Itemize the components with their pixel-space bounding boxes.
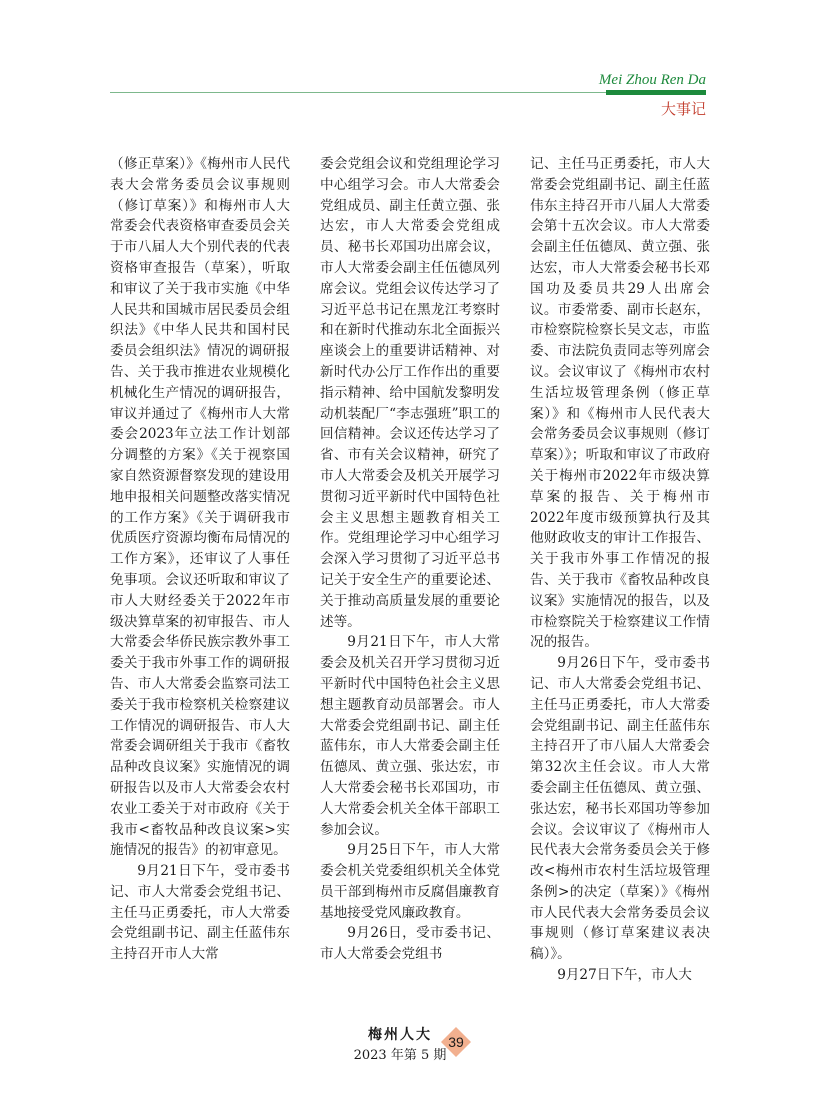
paragraph: （修正草案）》《梅州市人民代表大会常务委员会议事规则（修订草案）》和梅州市人大常委会代表资格审查委员会关于市八届人大个别代表的代表资格审查报告（草案），听取和审议了关于我市实施《中华人民共和国城市居民委员会组织法》《中华人民共和国村民委员会组织法》情况的调研报告、关于我市推进农业规模化机械化生产情况的调研报告，审议并通过了《梅州市人大常委会2023年立法工作计划部分调整的方案》《关于视察国家自然资源督察发现的建设用地申报相关问题整改落实情况的工作方案》《关于调研我市优质医疗资源均衡布局情况的工作方案》，还审议了人事任免事项。会议还听取和审议了市人大财经委关于2022年市级决算草案的初审报告、市人大常委会华侨民族宗教外事工委关于我市外事工作的调研报告、市人大常委会监察司法工委关于我市检察机关检察建议工作情况的调研报告、市人大常委会调研组关于我市《畜牧品种改良议案》实施情况的调研报告以及市人大常委会农村农业工委关于对市政府《关于我市<畜牧品种改良议案>实施情况的报告》的初审意见。 — [110, 156, 290, 859]
paragraph: 9月27日下午，市人大 — [557, 967, 692, 984]
section-title: 大事记 — [660, 100, 706, 118]
footer-issue: 2023 年第 5 期 — [353, 1048, 447, 1063]
paragraph: 9月25日下午，市人大常委会机关党委组织机关全体党员干部到梅州市反腐倡廉教育基地接受党风廉政教育。 — [320, 842, 500, 921]
paragraph: 9月21日下午，市人大常委会及机关召开学习贯彻习近平新时代中国特色社会主义思想主题教育动员部署会。市人大常委会党组副书记、副主任蓝伟东，市人大常委会副主任伍德凤、黄立强、张达宏，市人大常委会秘书长邓国功，市人大常委会机关全体干部职工参加会议。 — [320, 634, 500, 838]
text-column-1 — [110, 154, 290, 963]
paragraph: 9月26日下午，受市委书记、市人大常委会党组书记、主任马正勇委托，市人大常委会党组副书记、副主任蓝伟东主持召开了市八届人大常委会第32次主任会议。市人大常委会副主任伍德凤、黄立强、张达宏，秘书长邓国功等参加会议。会议审议了《梅州市人民代表大会常务委员会关于修改<梅州市农村生活垃圾管理条例>的决定（草案）》《梅州市人民代表大会常务委员会议事规则（修订草案建议表决稿）》。 — [530, 655, 710, 963]
article-body — [110, 154, 710, 984]
paragraph: 委会党组会议和党组理论学习中心组学习会。市人大常委会党组成员、副主任黄立强、张达宏，市人大常委会党组成员、秘书长邓国功出席会议，市人大常委会副主任伍德凤列席会议。党组会议传达学习了习近平总书记在黑龙江考察时和在新时代推动东北全面振兴座谈会上的重要讲话精神、对新时代办公厅工作作出的重要指示精神、给中国航发黎明发动机装配厂“李志强班”职工的回信精神。会议还传达学习了省、市有关会议精神，研究了市人大常委会及机关开展学习贯彻习近平新时代中国特色社会主义思想主题教育相关工作。党组理论学习中心组学习会深入学习贯彻了习近平总书记关于安全生产的重要论述、关于推动高质量发展的重要论述等。 — [320, 156, 500, 630]
page-number: 39 — [448, 1034, 464, 1050]
footer-journal-title: 梅州人大 — [368, 1027, 432, 1043]
text-column-2 — [320, 154, 500, 963]
paragraph: 记、主任马正勇委托，市人大常委会党组副书记、副主任蓝伟东主持召开市八届人大常委会第十五次会议。市人大常委会副主任伍德凤、黄立强、张达宏，市人大常委会秘书长邓国功及委员共29人出席会议。市委常委、副市长赵东，市检察院检察长吴文志，市监委、市法院负责同志等列席会议。会议审议了《梅州市农村生活垃圾管理条例（修正草案）》和《梅州市人民代表大会常务委员会议事规则（修订草案）》；听取和审议了市政府关于梅州市2022年市级决算草案的报告、关于梅州市2022年度市级预算执行及其他财政收支的审计工作报告、关于我市外事工作情况的报告、关于我市《畜牧品种改良议案》实施情况的报告，以及市检察院关于检察建议工作情况的报告。 — [530, 156, 710, 651]
paragraph: 9月26日，受市委书记、市人大常委会党组书 — [320, 925, 500, 963]
text-column-3 — [530, 154, 710, 984]
paragraph: 9月21日下午，受市委书记、市人大常委会党组书记、主任马正勇委托，市人大常委会党组副书记、副主任蓝伟东主持召开市人大常 — [110, 863, 290, 963]
journal-english-title: Mei Zhou Ren Da — [598, 72, 706, 88]
header-accent-bar — [606, 90, 706, 95]
